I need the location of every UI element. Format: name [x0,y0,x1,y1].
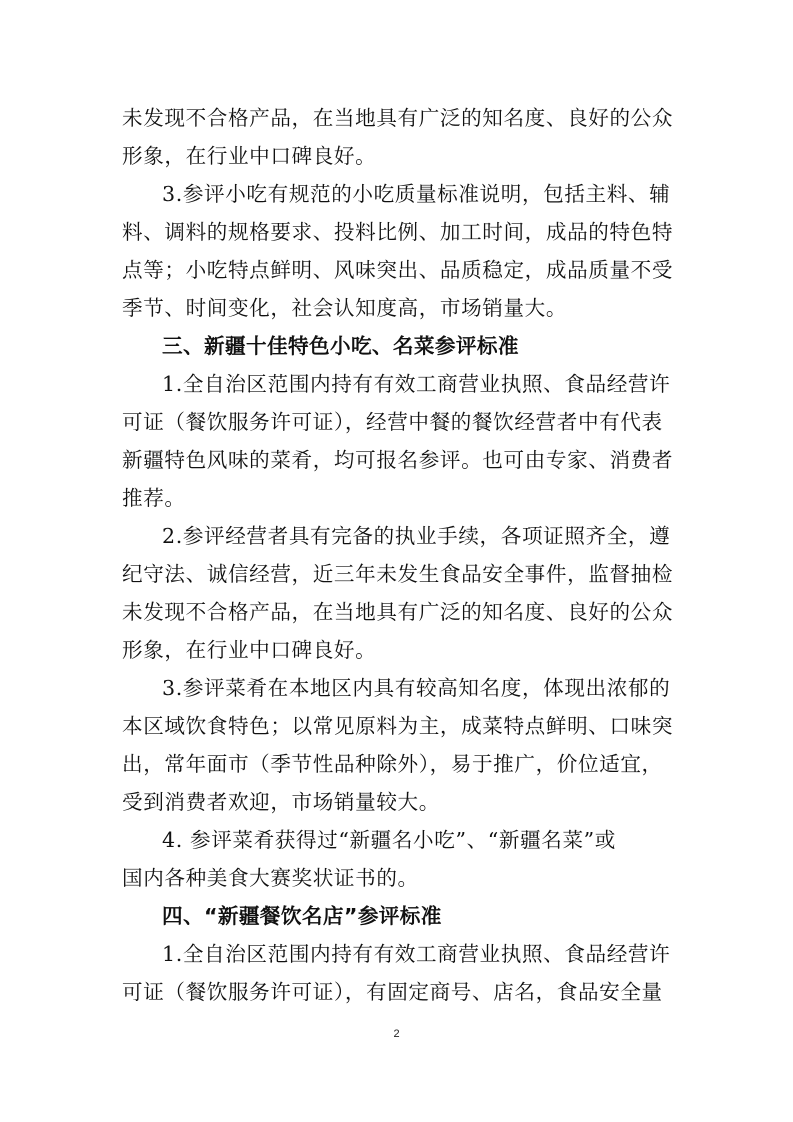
section-heading: 三、新疆十佳特色小吃、名菜参评标准 [162,334,519,358]
body-text-line: 国内各种美食大赛奖状证书的。 [122,866,419,890]
body-text-line: 纪守法、诚信经营，近三年未发生食品安全事件，监督抽检 [122,562,674,586]
body-text-line: 受到消费者欢迎，市场销量较大。 [122,790,440,814]
paragraph-first-line: 2.参评经营者具有完备的执业手续，各项证照齐全，遵 [162,524,671,548]
body-text-line: 点等；小吃特点鲜明、风味突出、品质稳定，成品质量不受 [122,258,674,282]
body-text-line: 可证（餐饮服务许可证），有固定商号、店名，食品安全量 [122,980,663,1004]
body-text-line: 料、调料的规格要求、投料比例、加工时间，成品的特色特 [122,220,674,244]
body-text-line: 新疆特色风味的菜肴，均可报名参评。也可由专家、消费者 [122,448,674,472]
body-text-line: 可证（餐饮服务许可证），经营中餐的餐饮经营者中有代表 [122,410,663,434]
paragraph-first-line: 1.全自治区范围内持有有效工商营业执照、食品经营许 [162,372,671,396]
body-text-line: 形象，在行业中口碑良好。 [122,144,377,168]
body-text-line: 未发现不合格产品，在当地具有广泛的知名度、良好的公众 [122,600,674,624]
page-number: 2 [393,1028,400,1040]
body-text-line: 未发现不合格产品，在当地具有广泛的知名度、良好的公众 [122,106,674,130]
paragraph-first-line: 4. 参评菜肴获得过“新疆名小吃”、“新疆名菜”或 [162,828,616,852]
paragraph-first-line: 3.参评小吃有规范的小吃质量标准说明，包括主料、辅 [162,182,671,206]
body-text-line: 推荐。 [122,486,186,510]
body-text-line: 形象，在行业中口碑良好。 [122,638,377,662]
section-heading: 四、“新疆餐饮名店”参评标准 [162,904,442,928]
body-text-line: 本区域饮食特色；以常见原料为主，成菜特点鲜明、口味突 [122,714,674,738]
body-text-line: 出，常年面市（季节性品种除外），易于推广，价位适宜， [122,752,663,776]
paragraph-first-line: 1.全自治区范围内持有有效工商营业执照、食品经营许 [162,942,671,966]
body-text-line: 季节、时间变化，社会认知度高，市场销量大。 [122,296,568,320]
paragraph-first-line: 3.参评菜肴在本地区内具有较高知名度，体现出浓郁的 [162,676,671,700]
